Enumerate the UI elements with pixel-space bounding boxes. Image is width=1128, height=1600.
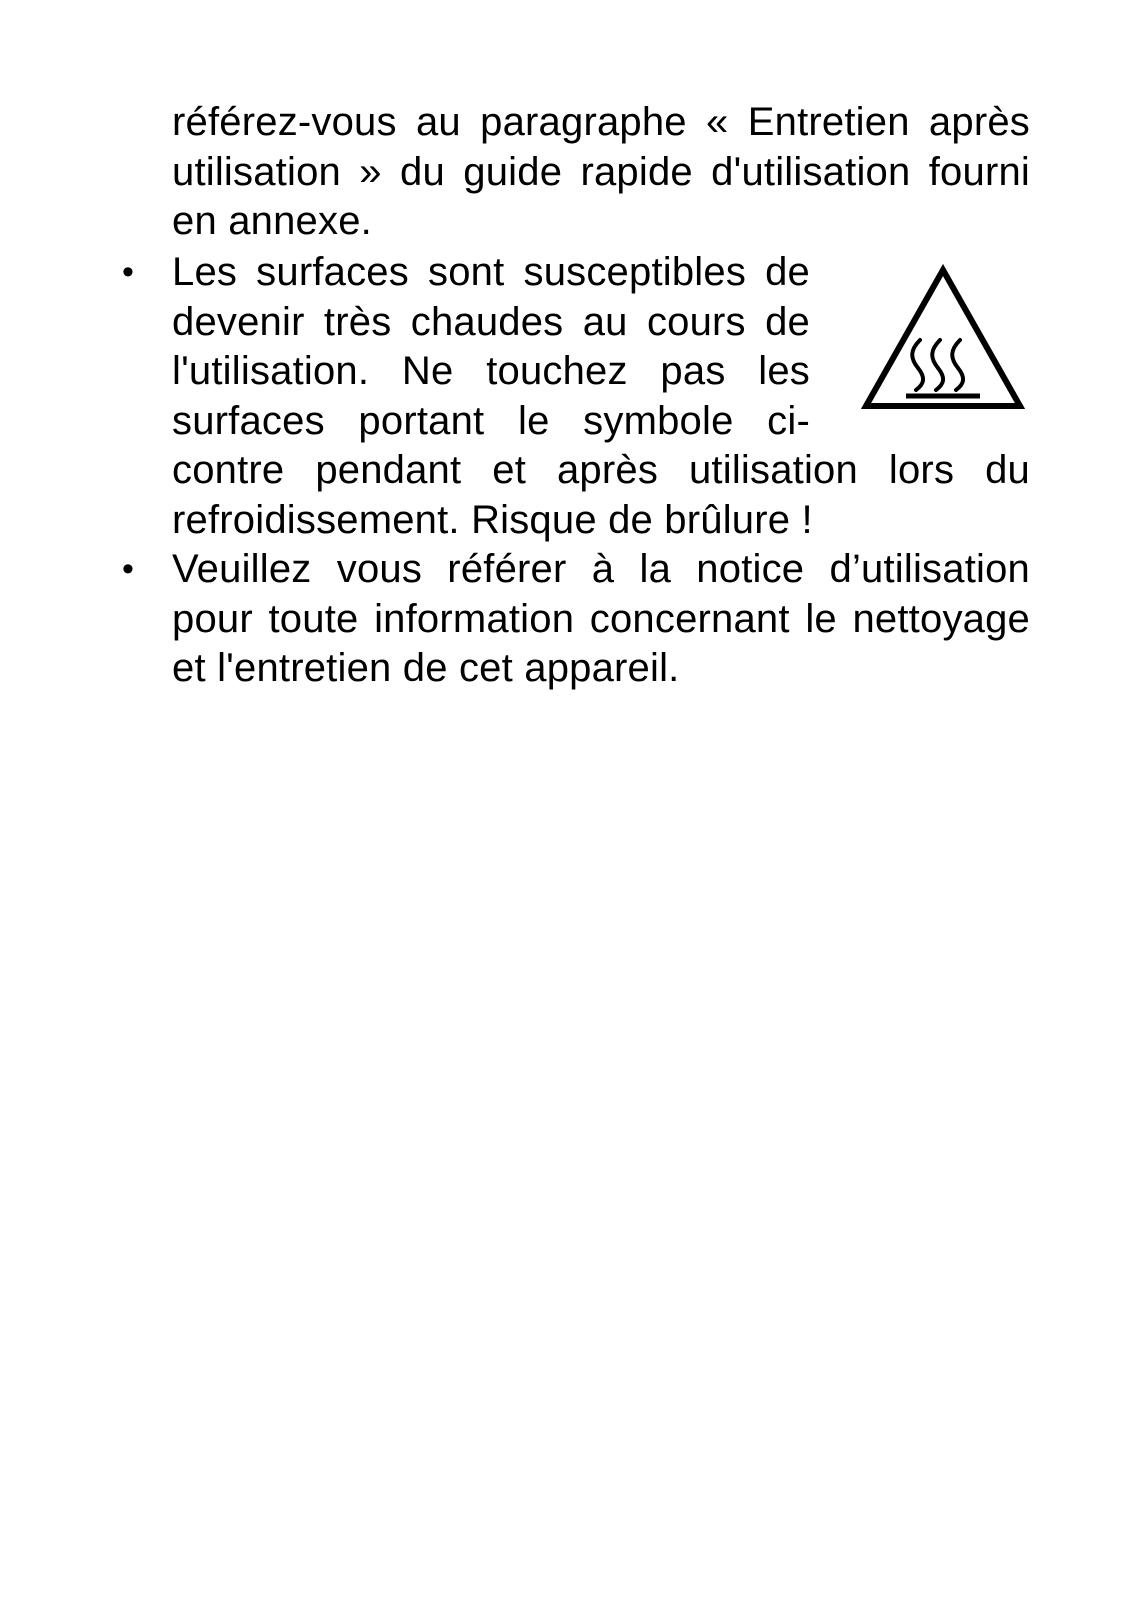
continuation-paragraph: référez-vous au paragraphe « Entretien après utilisation » du guide rapide d'utilisation fourni en annexe. [172,100,1030,243]
bullet-text: Veuillez vous référer à la notice d’utilisation pour toute information concernant le nettoyage et l'entretien de cet appareil. [172,547,1030,690]
bullet-marker: • [122,550,134,588]
bullet-marker: • [122,253,134,291]
bullet-text-content: Les surfaces sont susceptibles de devenir très chaudes au cours de l'utilisation. Ne touchez pas les surfaces portant le symbole ci-contre pendant et après utilisation lors du refroidissement. Risque de brûlure ! [172,250,1030,542]
hot-surface-warning-icon [858,262,1028,422]
